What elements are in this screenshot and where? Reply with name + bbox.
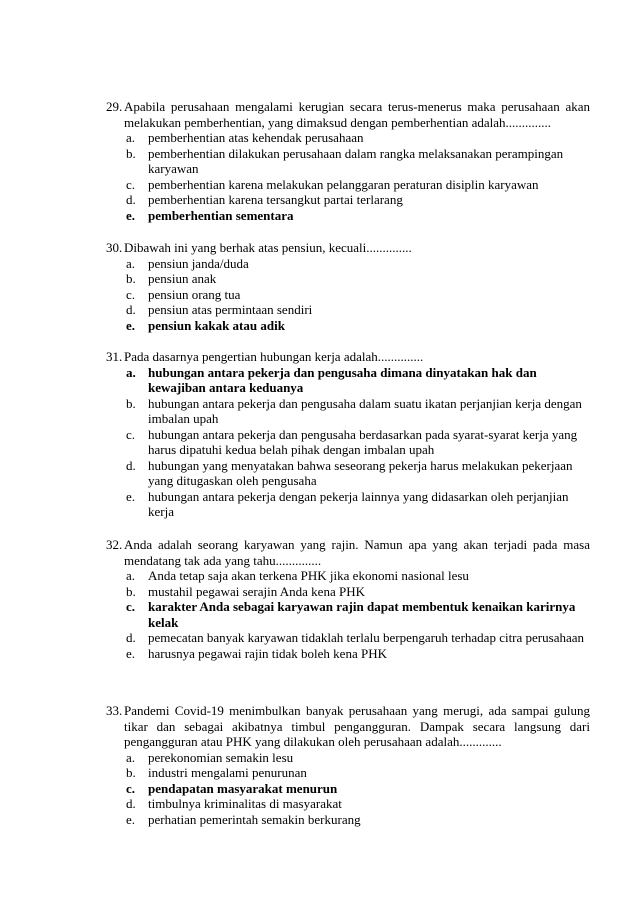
question-text	[106, 240, 590, 256]
option-text: mustahil pegawai serajin Anda kena PHK	[148, 583, 365, 599]
option-text: hubungan antara pekerja dan pengusaha berdasarkan pada syarat-syarat kerja yang harus dipatuhi kedua belah pihak dengan imbalan upah	[148, 426, 578, 457]
option-text: pemberhentian karena melakukan pelanggaran peraturan disiplin karyawan	[148, 176, 539, 192]
option-text: pensiun orang tua	[148, 286, 241, 302]
option-letter: e.	[126, 811, 136, 827]
option-letter: d.	[126, 796, 136, 811]
question-33	[106, 703, 590, 827]
option-letter: a.	[126, 364, 136, 380]
option-text: pensiun janda/duda	[148, 255, 249, 271]
option-text: Anda tetap saja akan terkena PHK jika ekonomi nasional lesu	[148, 568, 469, 583]
option-c-answer	[124, 599, 590, 630]
question-text	[106, 703, 590, 750]
option-list	[106, 568, 590, 661]
option-letter: e.	[126, 207, 136, 223]
option-e	[124, 812, 590, 828]
option-letter: c.	[126, 599, 136, 614]
question-number: 31.	[106, 349, 123, 364]
option-letter: a.	[126, 130, 136, 145]
option-a	[124, 568, 590, 584]
option-d	[124, 630, 590, 646]
option-text: pemberhentian atas kehendak perusahaan	[148, 130, 364, 145]
question-32	[106, 537, 590, 661]
option-c	[124, 287, 590, 303]
option-e	[124, 489, 590, 520]
option-text: pemberhentian sementara	[148, 207, 294, 223]
option-letter: d.	[126, 302, 136, 317]
question-text	[106, 349, 590, 365]
option-text: pensiun kakak atau adik	[148, 317, 285, 333]
option-text: pemberhentian karena tersangkut partai terlarang	[148, 192, 403, 207]
option-letter: b.	[126, 765, 136, 780]
option-text: perekonomian semakin lesu	[148, 749, 294, 765]
question-prompt: Apabila perusahaan mengalami kerugian secara terus-menerus maka perusahaan akan melakukan pemberhentian, yang dimaksud dengan pemberhentian adalah..............	[124, 99, 590, 130]
option-b	[124, 146, 590, 177]
option-letter: c.	[126, 176, 136, 192]
option-d	[124, 458, 590, 489]
option-letter: d.	[126, 630, 136, 645]
option-list	[106, 256, 590, 334]
option-e	[124, 646, 590, 662]
option-text: perhatian pemerintah semakin berkurang	[148, 811, 361, 827]
option-letter: b.	[126, 271, 136, 286]
option-letter: c.	[126, 780, 136, 796]
option-e-answer	[124, 208, 590, 224]
option-text: karakter Anda sebagai karyawan rajin dapat membentuk kenaikan karirnya kelak	[148, 599, 576, 630]
option-list	[106, 130, 590, 223]
option-text: hubungan antara pekerja dan pengusaha dalam suatu ikatan perjanjian kerja dengan imbalan upah	[148, 395, 582, 426]
option-c	[124, 177, 590, 193]
option-letter: e.	[126, 645, 136, 661]
option-text: pensiun atas permintaan sendiri	[148, 302, 313, 317]
option-b	[124, 271, 590, 287]
option-a	[124, 256, 590, 272]
question-30	[106, 240, 590, 333]
question-number: 29.	[106, 99, 123, 114]
option-letter: c.	[126, 286, 136, 302]
question-number: 33.	[106, 703, 123, 718]
option-letter: b.	[126, 145, 136, 161]
question-prompt: Pandemi Covid-19 menimbulkan banyak perusahaan yang merugi, ada sampai gulung tikar dan sebagai akibatnya timbul pengangguran. Dampak secara langsung dari pengangguran atau PHK yang dilakukan oleh perusahaan adalah.............	[124, 703, 590, 749]
option-text: pemberhentian dilakukan perusahaan dalam rangka melaksanakan perampingan karyawan	[148, 145, 564, 176]
option-text: harusnya pegawai rajin tidak boleh kena PHK	[148, 645, 387, 661]
option-a-answer	[124, 365, 590, 396]
option-text: pensiun anak	[148, 271, 217, 286]
option-letter: a.	[126, 749, 136, 765]
option-d	[124, 302, 590, 318]
option-a	[124, 750, 590, 766]
question-prompt: Dibawah ini yang berhak atas pensiun, kecuali..............	[124, 240, 412, 255]
option-c-answer	[124, 781, 590, 797]
question-prompt: Anda adalah seorang karyawan yang rajin. Namun apa yang akan terjadi pada masa mendatang tak ada yang tahu..............	[124, 537, 590, 568]
option-c	[124, 427, 590, 458]
option-letter: c.	[126, 426, 136, 442]
question-number: 32.	[106, 537, 123, 552]
option-list	[106, 365, 590, 520]
option-letter: b.	[126, 395, 136, 411]
option-letter: e.	[126, 317, 136, 333]
option-a	[124, 130, 590, 146]
question-31	[106, 349, 590, 520]
option-letter: a.	[126, 255, 136, 271]
option-e-answer	[124, 318, 590, 334]
option-text: hubungan yang menyatakan bahwa seseorang pekerja harus melakukan pekerjaan yang ditugaskan oleh pengusaha	[148, 457, 573, 488]
option-text: hubungan antara pekerja dan pengusaha dimana dinyatakan hak dan kewajiban antara keduanya	[148, 364, 537, 395]
option-letter: d.	[126, 457, 136, 473]
question-29	[106, 99, 590, 223]
question-prompt: Pada dasarnya pengertian hubungan kerja adalah..............	[124, 349, 424, 364]
option-text: pemecatan banyak karyawan tidaklah terlalu berpengaruh terhadap citra perusahaan	[148, 630, 585, 645]
option-text: hubungan antara pekerja dengan pekerja lainnya yang didasarkan oleh perjanjian kerja	[148, 488, 569, 519]
option-letter: d.	[126, 192, 136, 207]
option-text: timbulnya kriminalitas di masyarakat	[148, 796, 342, 811]
option-b	[124, 584, 590, 600]
option-b	[124, 396, 590, 427]
option-letter: a.	[126, 568, 136, 583]
question-number: 30.	[106, 240, 123, 255]
option-list	[106, 750, 590, 828]
option-d	[124, 796, 590, 812]
question-text	[106, 537, 590, 568]
option-d	[124, 192, 590, 208]
option-letter: b.	[126, 583, 136, 599]
option-text: pendapatan masyarakat menurun	[148, 780, 338, 796]
option-letter: e.	[126, 488, 136, 504]
question-text	[106, 99, 590, 130]
option-b	[124, 765, 590, 781]
option-text: industri mengalami penurunan	[148, 765, 307, 780]
